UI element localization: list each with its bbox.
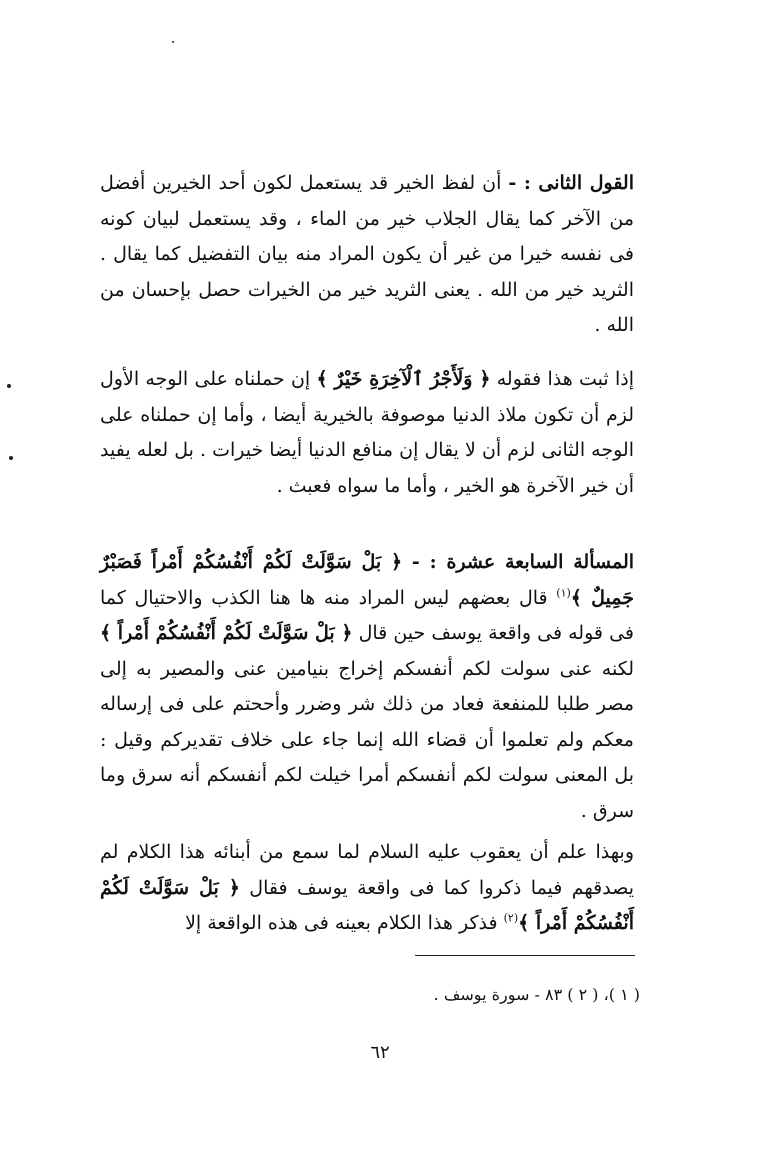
section-heading: المسألة السابعة عشرة : - xyxy=(411,551,635,573)
paragraph-text: إن حملناه على الوجه الأول لزم أن تكون ملاذ الدنيا موصوفة بالخيرية أيضا ، وأما إن حملناه على الوجه الثانى لزم أن لا يقال إن منافع الدنيا أيضا خيرات . بل لعله يفيد أن خير الآخرة هو الخير ، وأما ما سواه فعبث . xyxy=(100,368,634,497)
paragraph-text: وبهذا علم أن يعقوب عليه السلام لما سمع من أبنائه هذا الكلام لم يصدقهم فيما ذكروا كما فى واقعة يوسف فقال xyxy=(100,841,634,899)
quran-verse: ﴿ بَلْ سَوَّلَتْ لَكُمْ أَنْفُسُكُمْ أَمْراً ﴾ xyxy=(100,876,634,934)
footnote-divider xyxy=(415,955,635,956)
paragraph-yaqub xyxy=(100,835,634,942)
quran-verse: ﴿ وَلَأَجْرُ ٱلْآخِرَةِ خَيْرٌ ﴾ xyxy=(316,368,491,390)
section-heading: القول الثانى : - xyxy=(508,172,634,194)
paragraph-text: إذا ثبت هذا فقوله xyxy=(490,368,634,390)
paragraph-verse-discussion xyxy=(100,362,634,504)
paragraph-text: فذكر هذا الكلام بعينه فى هذه الواقعة إلا xyxy=(185,912,504,934)
footnote: ( ١ )، ( ٢ ) ٨٣ - سورة يوسف . xyxy=(433,985,640,1004)
page-number: ٦٢ xyxy=(370,1042,390,1063)
paragraph-first-opinion xyxy=(100,166,634,344)
paragraph-text: أن لفظ الخير قد يستعمل لكون أحد الخيرين أفضل من الآخر كما يقال الجلاب خير من الماء ، وقد يستعمل لبيان كونه فى نفسه خيرا من غير أن يكون المراد منه بيان التفضيل كما يقال . الثريد خير من الله . يعنى الثريد خير من الخيرات حصل بإحسان من الله . xyxy=(100,172,634,336)
paragraph-text: لكنه عنى سولت لكم أنفسكم إخراج بنيامين عنى والمصير به إلى مصر طلبا للمنفعة فعاد من ذلك شر وضرر وأححتم على فى إرساله معكم ولم تعلموا أن قضاء الله إنما جاء على خلاف تقديركم وقيل : بل المعنى سولت لكم أنفسكم أمرا خيلت لكم أنفسكم أنه سرق وما سرق . xyxy=(100,657,634,822)
scan-dot xyxy=(7,384,11,388)
paragraph-text: قال بعضهم ليس المراد منه ها هنا الكذب والاحتيال كما فى قوله فى واقعة يوسف حين قال xyxy=(100,586,634,644)
quran-verse: ﴿ بَلْ سَوَّلَتْ لَكُمْ أَنْفُسُكُمْ أَمْراً ﴾ xyxy=(100,622,353,644)
scan-dot xyxy=(9,456,13,460)
scan-dot xyxy=(172,41,174,43)
footnote-ref: (١) xyxy=(556,586,571,600)
quran-verse: ﴿ بَلْ سَوَّلَتْ لَكُمْ أَنْفُسُكُمْ أَمْراً فَصَبْرٌ جَمِيلٌ ﴾ xyxy=(100,551,634,609)
paragraph-issue-seventeen xyxy=(100,545,634,829)
footnote-ref: (٢) xyxy=(503,911,519,925)
